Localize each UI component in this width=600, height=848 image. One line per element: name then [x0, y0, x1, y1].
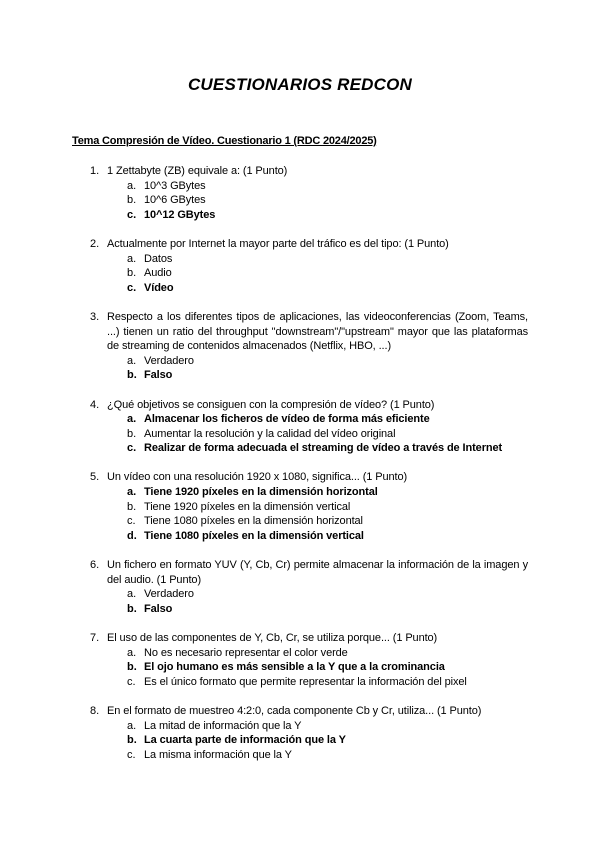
answer-option-correct [0, 529, 600, 544]
option-text: La mitad de información que la Y [144, 719, 302, 732]
question-text: ¿Qué objetivos se consiguen con la compresión de vídeo? (1 Punto) [107, 398, 435, 411]
question-list [0, 164, 600, 777]
option-text: Audio [144, 267, 172, 280]
option-letter: b. [127, 500, 137, 513]
answer-option-correct [0, 208, 600, 223]
document-title: CUESTIONARIOS REDCON [187, 75, 413, 94]
question-number: 1. [90, 165, 100, 177]
option-letter: a. [127, 588, 137, 601]
question-3 [0, 310, 600, 383]
option-letter: b. [127, 369, 137, 382]
option-text: Datos [144, 252, 173, 265]
option-letter: b. [127, 267, 137, 280]
option-letter: a. [127, 354, 137, 367]
option-text: Almacenar los ficheros de vídeo de forma más eficiente [144, 413, 430, 426]
option-letter: c. [127, 442, 137, 455]
option-letter: c. [127, 281, 137, 294]
answer-option [0, 427, 600, 442]
option-text: No es necesario representar el color verde [144, 646, 348, 659]
option-letter: c. [127, 208, 137, 221]
question-4 [0, 398, 600, 456]
option-letter: d. [127, 529, 137, 542]
answer-option [0, 514, 600, 529]
option-letter: b. [127, 194, 137, 207]
option-text: Tiene 1080 píxeles en la dimensión horizontal [144, 515, 363, 528]
question-7 [0, 631, 600, 689]
answer-option [0, 252, 600, 267]
answer-option [0, 646, 600, 661]
option-text: El ojo humano es más sensible a la Y que a la crominancia [144, 661, 445, 674]
answer-option-correct [0, 485, 600, 500]
question-1 [0, 164, 600, 222]
answer-option [0, 675, 600, 690]
answer-option-correct [0, 281, 600, 296]
question-text: Actualmente por Internet la mayor parte del tráfico es del tipo: (1 Punto) [107, 237, 449, 250]
question-text: El uso de las componentes de Y, Cb, Cr, se utiliza porque... (1 Punto) [107, 632, 438, 644]
answer-option-correct [0, 368, 600, 383]
question-6 [0, 558, 600, 616]
option-text: La misma información que la Y [144, 748, 292, 761]
option-text: Aumentar la resolución y la calidad del vídeo original [144, 427, 396, 440]
answer-option [0, 266, 600, 281]
question-number: 8. [90, 704, 100, 717]
question-number: 6. [90, 559, 100, 572]
option-letter: a. [127, 413, 137, 426]
answer-option [0, 354, 600, 369]
question-text: Un fichero en formato YUV (Y, Cb, Cr) permite almacenar la información de la imagen y del audio. (1 Punto) [107, 559, 528, 586]
option-letter: b. [127, 734, 137, 747]
option-letter: b. [127, 427, 137, 440]
answer-option [0, 500, 600, 515]
option-letter: c. [127, 675, 136, 688]
option-letter: c. [127, 748, 136, 761]
answer-option [0, 193, 600, 208]
option-letter: a. [127, 719, 137, 732]
answer-option [0, 719, 600, 734]
question-text: Un vídeo con una resolución 1920 x 1080, significa... (1 Punto) [107, 471, 408, 484]
option-text: 10^12 GBytes [144, 208, 216, 221]
answer-option-correct [0, 733, 600, 748]
option-text: Vídeo [144, 281, 174, 294]
option-letter: a. [127, 486, 137, 499]
answer-option-correct [0, 602, 600, 617]
option-text: Falso [144, 602, 173, 615]
option-text: Falso [144, 369, 173, 382]
answer-option [0, 179, 600, 194]
answer-option-correct [0, 412, 600, 427]
question-5 [0, 470, 600, 543]
question-number: 2. [90, 237, 100, 250]
quiz-subtitle: Tema Compresión de Vídeo. Cuestionario 1 (RDC 2024/2025) [72, 135, 377, 147]
question-8 [0, 704, 600, 762]
option-letter: c. [127, 515, 136, 528]
option-text: Verdadero [144, 588, 194, 601]
question-text: En el formato de muestreo 4:2:0, cada componente Cb y Cr, utiliza... (1 Punto) [107, 704, 482, 717]
option-text: 10^6 GBytes [144, 194, 206, 207]
option-text: Es el único formato que permite representar la información del pixel [144, 675, 467, 688]
question-2 [0, 237, 600, 295]
answer-option [0, 587, 600, 602]
option-text: Tiene 1080 píxeles en la dimensión vertical [144, 529, 364, 542]
question-number: 7. [90, 632, 100, 644]
answer-option [0, 748, 600, 763]
question-text: Respecto a los diferentes tipos de aplicaciones, las videoconferencias (Zoom, Teams, ...) tienen un ratio del throughput "downstream"/"upstream" mayor que las plataformas de streaming de contenidos almacenados (Netflix, HBO, ...) [107, 310, 528, 353]
option-letter: b. [127, 602, 137, 615]
option-text: La cuarta parte de información que la Y [144, 734, 346, 747]
option-text: Tiene 1920 píxeles en la dimensión horizontal [144, 486, 378, 499]
option-text: 10^3 GBytes [144, 179, 206, 192]
answer-option-correct [0, 660, 600, 675]
question-number: 3. [90, 310, 100, 323]
question-number: 4. [90, 398, 100, 411]
answer-option-correct [0, 441, 600, 456]
option-text: Realizar de forma adecuada el streaming de vídeo a través de Internet [144, 442, 503, 455]
option-letter: a. [127, 179, 137, 192]
option-letter: b. [127, 661, 137, 674]
option-letter: a. [127, 646, 137, 659]
option-text: Verdadero [144, 354, 194, 367]
option-text: Tiene 1920 píxeles en la dimensión vertical [144, 500, 351, 513]
question-text: 1 Zettabyte (ZB) equivale a: (1 Punto) [107, 165, 288, 177]
question-number: 5. [90, 471, 100, 484]
option-letter: a. [127, 252, 137, 265]
